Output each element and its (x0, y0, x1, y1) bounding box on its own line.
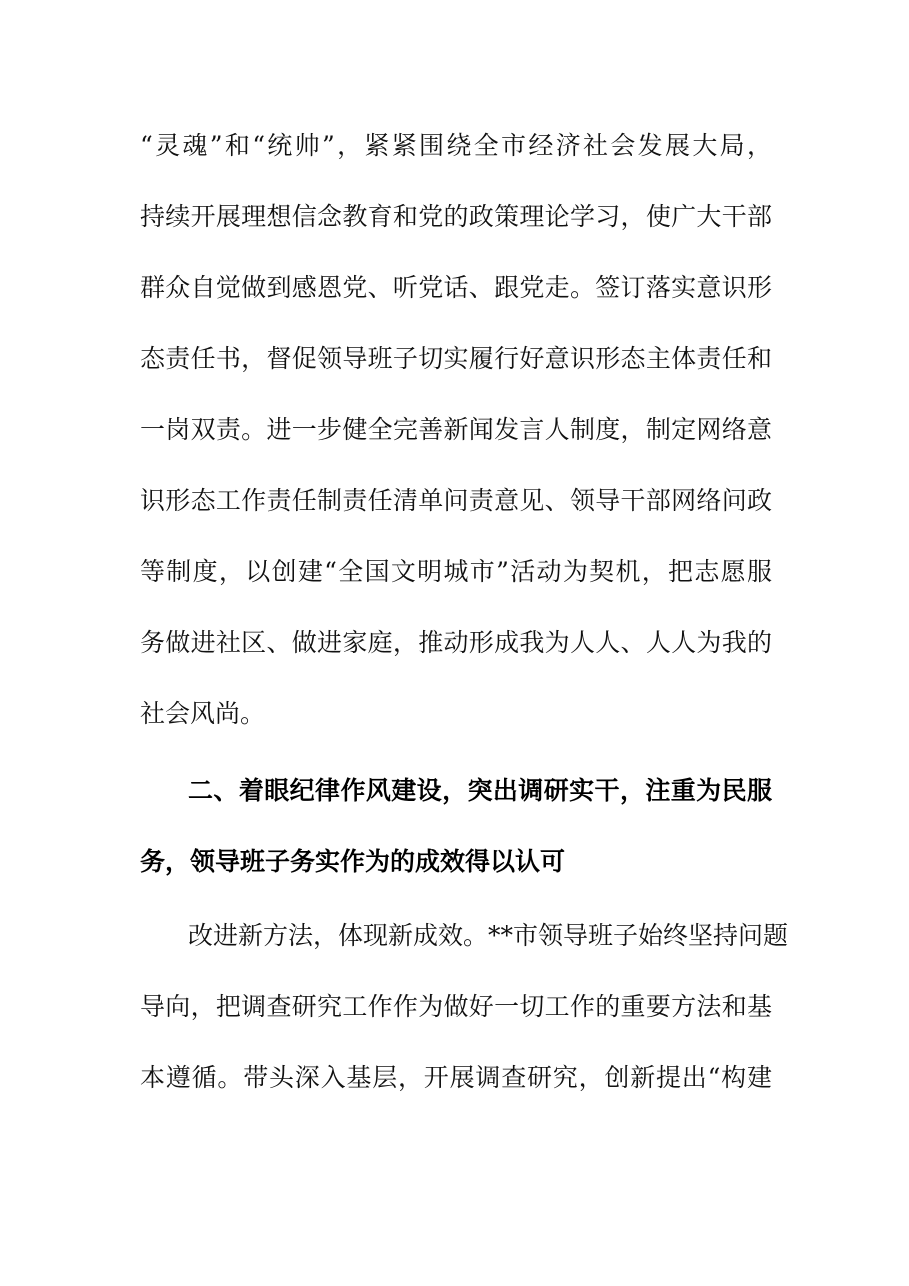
paragraph-line: 务做进社区、做进家庭，推动形成我为人人、人人为我的 (140, 628, 772, 657)
paragraph-line: 一岗双责。进一步健全完善新闻发言人制度，制定网络意 (140, 415, 772, 444)
paragraph-line: 持续开展理想信念教育和党的政策理论学习，使广大干部 (140, 202, 772, 231)
heading-line: 二、着眼纪律作风建设，突出调研实干，注重为民服 (188, 776, 772, 805)
paragraph-line: 改进新方法，体现新成效。**市领导班子始终坚持问题 (188, 921, 789, 950)
paragraph-line: 识形态工作责任制责任清单问责意见、领导干部网络问政 (140, 486, 772, 515)
heading-line: 务，领导班子务实作为的成效得以认可 (140, 847, 566, 876)
paragraph-line: 态责任书，督促领导班子切实履行好意识形态主体责任和 (140, 344, 772, 373)
paragraph-line: 社会风尚。 (140, 699, 266, 728)
paragraph-line: “灵魂”和“统帅”，紧紧围绕全市经济社会发展大局， (140, 131, 772, 160)
paragraph-line: 等制度，以创建“全国文明城市”活动为契机，把志愿服 (140, 557, 772, 586)
paragraph-line: 导向，把调查研究工作作为做好一切工作的重要方法和基 (140, 992, 772, 1021)
paragraph-line: 本遵循。带头深入基层，开展调查研究，创新提出“构建 (140, 1063, 772, 1092)
paragraph-line: 群众自觉做到感恩党、听党话、跟党走。签订落实意识形 (140, 273, 772, 302)
